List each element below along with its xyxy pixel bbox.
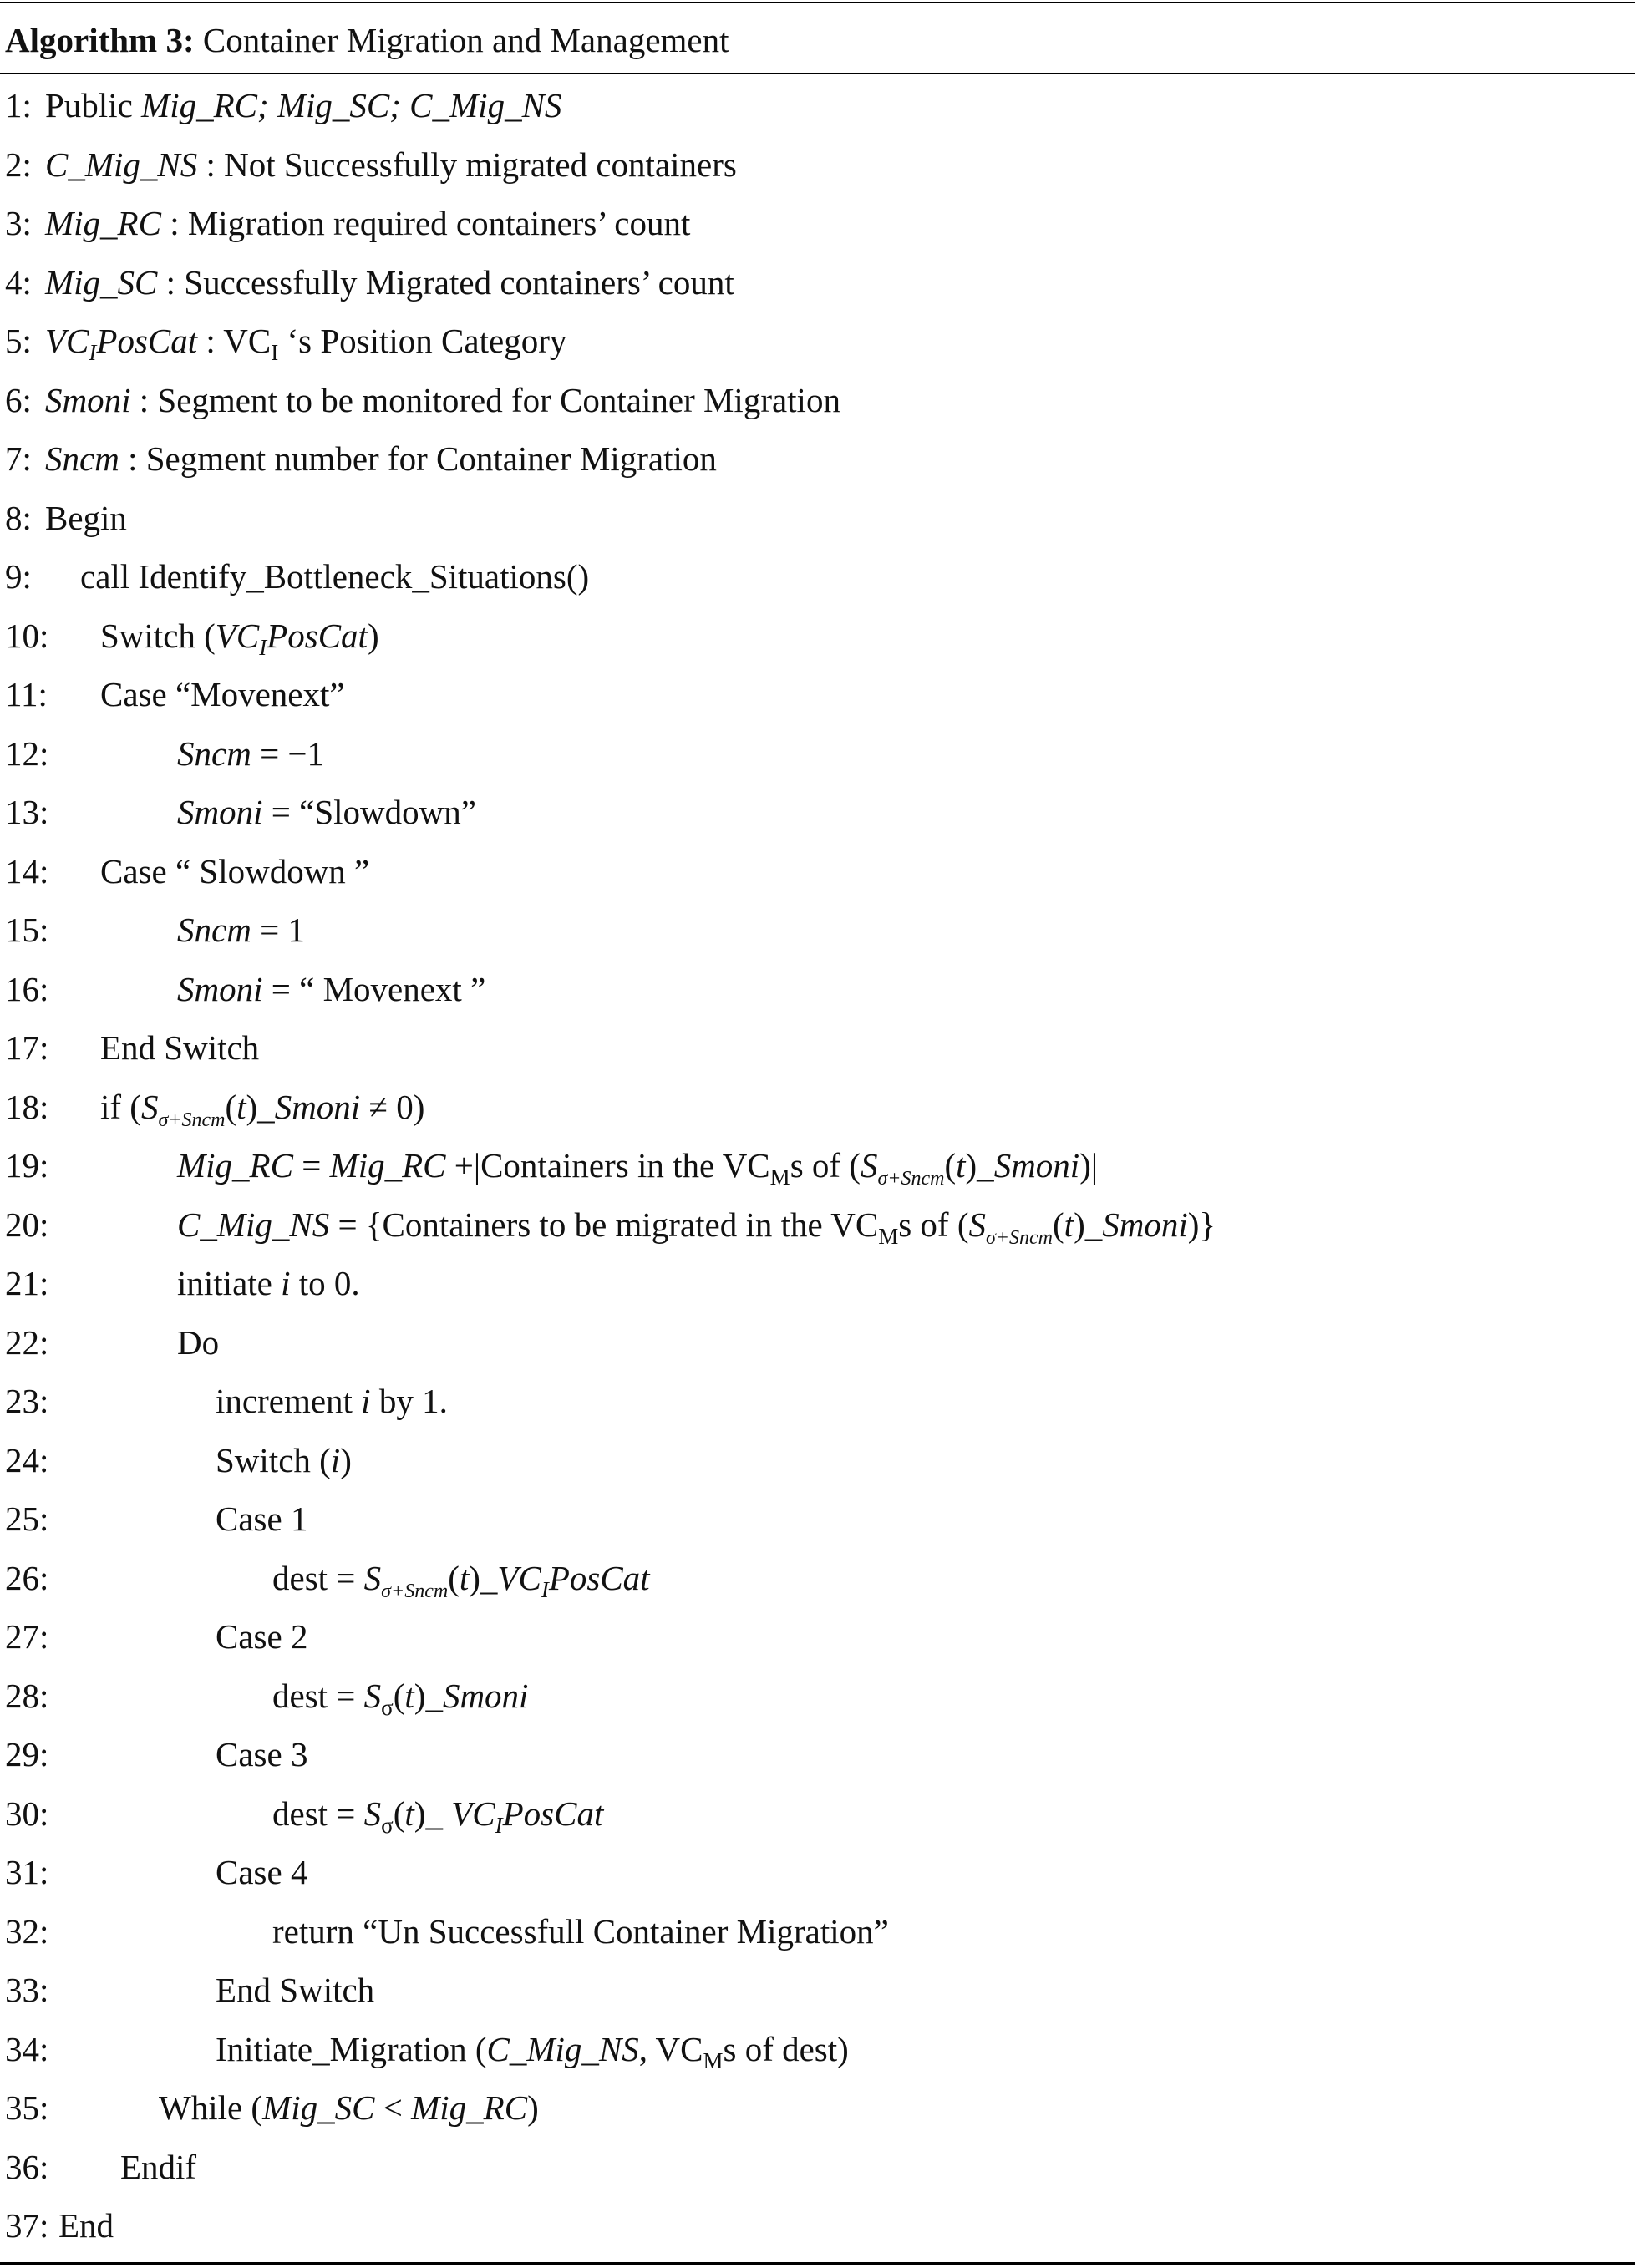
subscript-text: I [89, 340, 97, 365]
code-text: dest = [272, 1558, 364, 1597]
code-text: t [404, 1676, 414, 1715]
code-text: ( [448, 1558, 460, 1597]
algorithm-line [5, 1910, 889, 1960]
line-code [216, 1379, 448, 1423]
line-number: 10: [5, 616, 49, 655]
code-text: i [281, 1264, 291, 1302]
algorithm-line [5, 437, 717, 487]
algorithm-line [5, 908, 305, 958]
algorithm-line [5, 378, 840, 429]
line-number: 13: [5, 793, 49, 831]
code-text: , VC [638, 2029, 703, 2068]
code-text: by 1. [370, 1382, 448, 1420]
line-number: 3: [5, 204, 32, 242]
code-text: Smoni [274, 1087, 361, 1126]
line-code [100, 1026, 259, 1069]
algorithm-line [5, 496, 127, 546]
subscript-text: σ [381, 1812, 394, 1838]
line-number: 29: [5, 1735, 49, 1773]
line-number: 28: [5, 1676, 49, 1715]
line-code [58, 2204, 114, 2247]
code-text: = “ Movenext ” [262, 969, 486, 1008]
line-number: 32: [5, 1911, 49, 1951]
code-text: Smoni [1102, 1205, 1188, 1244]
code-text: End [58, 2206, 114, 2245]
code-text: : VC [197, 322, 272, 360]
line-number: 4: [5, 262, 32, 302]
code-text: = 1 [251, 911, 305, 949]
line-code [45, 84, 561, 127]
line-code [272, 1674, 529, 1720]
line-code [45, 143, 737, 186]
code-text: dest = [272, 1676, 364, 1715]
code-text: : Segment to be monitored for Container Migration [130, 380, 840, 419]
algorithm-line [5, 967, 486, 1017]
line-number: 11: [5, 675, 48, 713]
subscript-text: M [703, 2047, 724, 2073]
code-text: Smoni [177, 793, 263, 831]
line-number: 7: [5, 439, 32, 478]
algorithm-line [5, 2145, 197, 2195]
code-text: : Successfully Migrated containers’ count [157, 262, 734, 302]
code-text: S [363, 1794, 382, 1833]
code-text: Smoni [177, 969, 263, 1008]
code-text: s of ( [790, 1146, 861, 1185]
code-text: Smoni [45, 380, 131, 419]
line-code [100, 672, 345, 716]
code-text: Sncm [177, 911, 251, 949]
code-text: While ( [159, 2088, 263, 2127]
line-number: 34: [5, 2029, 49, 2068]
code-text: Mig_SC [262, 2088, 375, 2127]
algorithm-line [5, 84, 562, 134]
code-text: Initiate_Migration ( [216, 2029, 487, 2068]
line-code [177, 967, 485, 1011]
code-text: Mig_SC [45, 262, 158, 302]
line-number: 14: [5, 851, 49, 890]
code-text: C_Mig_NS [177, 1205, 330, 1244]
code-text: S [968, 1205, 986, 1244]
code-text: Case 2 [216, 1617, 308, 1656]
line-number: 25: [5, 1499, 49, 1538]
code-text: )_ [469, 1558, 498, 1597]
line-code [45, 319, 566, 363]
code-text: VC [451, 1794, 495, 1833]
line-code [216, 1497, 307, 1540]
code-text: i [361, 1382, 371, 1420]
code-text: )| [1079, 1146, 1099, 1185]
algorithm-line [5, 1261, 360, 1312]
line-number: 8: [5, 498, 32, 537]
line-code [216, 1968, 374, 2012]
line-number: 26: [5, 1558, 49, 1597]
line-number: 36: [5, 2147, 49, 2186]
code-text: t [459, 1558, 470, 1597]
code-text: = [292, 1146, 330, 1185]
code-text: Case 4 [216, 1853, 308, 1891]
line-code [272, 1556, 650, 1600]
algorithm-title: Container Migration and Management [202, 21, 729, 59]
algorithm-line [5, 1674, 529, 1724]
line-number: 17: [5, 1028, 49, 1067]
code-text: Case “ Slowdown ” [100, 851, 370, 890]
code-text: Mig_RC; Mig_SC; C_Mig_NS [141, 86, 562, 124]
code-text: if ( [100, 1087, 141, 1126]
line-number: 33: [5, 1971, 49, 2009]
line-number: 37: [5, 2206, 49, 2245]
algorithm-line [5, 850, 370, 900]
algorithm-line [5, 2204, 114, 2254]
line-number: 9: [5, 557, 32, 596]
line-number: 24: [5, 1440, 49, 1479]
algorithm-line [5, 732, 325, 782]
code-text: ) [367, 616, 379, 655]
code-text: s of ( [898, 1205, 969, 1244]
code-text: Mig_RC [411, 2088, 528, 2127]
code-text: VC [45, 322, 89, 360]
subscript-text: σ+Sncm [877, 1168, 945, 1190]
algorithm-line [5, 2086, 539, 2136]
code-text: End Switch [100, 1028, 260, 1067]
line-code [216, 1615, 307, 1658]
code-text: initiate [177, 1264, 282, 1302]
line-number: 31: [5, 1853, 49, 1891]
code-text: : Migration required containers’ count [160, 204, 691, 242]
code-text: )} [1187, 1205, 1216, 1244]
code-text: S [860, 1146, 878, 1185]
code-text: t [1064, 1205, 1074, 1244]
subscript-text: I [541, 1576, 549, 1602]
code-text: Public [45, 86, 142, 124]
code-text: : Not Successfully migrated containers [197, 145, 737, 184]
subscript-text: σ+Sncm [985, 1226, 1053, 1249]
code-text: Mig_RC [177, 1146, 293, 1185]
code-text: Do [177, 1322, 220, 1362]
line-code [100, 850, 369, 893]
code-text: Case 1 [216, 1499, 308, 1538]
code-text: S [363, 1558, 382, 1597]
code-text: Begin [45, 498, 127, 537]
code-text: Smoni [993, 1146, 1080, 1185]
line-code [45, 201, 690, 245]
code-text: Mig_RC [329, 1146, 446, 1185]
code-text: Switch ( [100, 616, 216, 655]
line-code [177, 1203, 1216, 1249]
algorithm-line [5, 1792, 604, 1842]
line-number: 30: [5, 1794, 49, 1833]
line-number: 15: [5, 911, 49, 949]
code-text: End Switch [216, 1971, 375, 2009]
code-text: i [330, 1440, 341, 1479]
code-text: ( [393, 1676, 405, 1715]
algorithm-line [5, 319, 567, 369]
code-text: PosCat [502, 1794, 604, 1833]
line-number: 20: [5, 1205, 49, 1244]
algorithm-line [5, 1733, 308, 1783]
subscript-text: M [769, 1164, 790, 1190]
code-text: increment [216, 1382, 362, 1420]
line-code [80, 555, 589, 598]
subscript-text: σ [381, 1694, 394, 1720]
line-number: 35: [5, 2088, 49, 2127]
code-text: VC [497, 1558, 541, 1597]
code-text: )_ [414, 1676, 443, 1715]
code-text: C_Mig_NS [486, 2029, 639, 2068]
bottom-rule [0, 2262, 1635, 2265]
line-number: 22: [5, 1322, 49, 1362]
algorithm-line [5, 2027, 849, 2078]
code-text: to 0. [290, 1264, 360, 1302]
code-text: PosCat [267, 616, 368, 655]
line-code [159, 2086, 539, 2129]
subscript-text: σ+Sncm [381, 1580, 449, 1602]
line-code [216, 1438, 352, 1482]
code-text: return “Un Successfull Container Migration” [272, 1911, 889, 1951]
line-code [177, 1144, 1099, 1190]
code-text: Smoni [442, 1676, 529, 1715]
algorithm-line [5, 1968, 375, 2018]
line-code [120, 2145, 196, 2189]
code-text: )_ [414, 1794, 452, 1833]
code-text: VC [215, 616, 260, 655]
line-code [216, 1850, 307, 1894]
subscript-text: σ+Sncm [158, 1109, 226, 1131]
line-code [177, 790, 476, 834]
algorithm-line [5, 1850, 308, 1900]
line-number: 16: [5, 969, 49, 1008]
code-text: Sncm [45, 439, 119, 478]
code-text: Switch ( [216, 1440, 331, 1479]
top-rule [0, 2, 1635, 3]
algorithm-line [5, 1615, 308, 1665]
code-text: )_ [965, 1146, 994, 1185]
algorithm-line [5, 555, 590, 605]
header-rule [0, 73, 1635, 74]
code-text: +|Containers in the VC [445, 1146, 770, 1185]
code-text: ) [340, 1440, 352, 1479]
code-text: t [956, 1146, 966, 1185]
line-code [177, 1261, 360, 1305]
algorithm-line [5, 1321, 220, 1371]
line-code [100, 1085, 424, 1129]
code-text: : Segment number for Container Migration [119, 439, 717, 478]
code-text: ‘s Position Category [278, 322, 567, 360]
line-number: 27: [5, 1617, 49, 1656]
code-text: = {Containers to be migrated in the VC [329, 1205, 879, 1244]
code-text: Endif [120, 2147, 197, 2186]
code-text: ( [944, 1146, 957, 1185]
line-number: 12: [5, 733, 49, 773]
algorithm-line [5, 143, 737, 193]
code-text: ( [1053, 1205, 1064, 1244]
algorithm-line [5, 1497, 308, 1547]
code-text: )_ [246, 1087, 275, 1126]
algorithm-label: Algorithm 3: [5, 21, 195, 59]
line-code [45, 378, 840, 422]
code-text: = “Slowdown” [262, 793, 476, 831]
algorithm-line [5, 1438, 352, 1489]
code-text: Case “Movenext” [100, 675, 345, 713]
subscript-text: I [259, 634, 267, 660]
code-text: t [236, 1087, 246, 1126]
code-text: < [374, 2088, 412, 2127]
code-text: t [404, 1794, 414, 1833]
line-number: 23: [5, 1382, 49, 1420]
code-text: = −1 [251, 733, 325, 773]
algorithm-line [5, 672, 345, 723]
line-code [177, 1321, 219, 1364]
subscript-text: I [271, 340, 279, 365]
line-code [45, 261, 734, 304]
line-number: 6: [5, 380, 32, 419]
line-number: 1: [5, 86, 32, 124]
code-text: Case 3 [216, 1735, 308, 1773]
line-code [272, 1910, 889, 1953]
line-number: 5: [5, 322, 32, 360]
line-code [45, 496, 127, 540]
algorithm-line [5, 1379, 448, 1429]
code-text: s of dest) [723, 2029, 849, 2068]
code-text: call Identify_Bottleneck_Situations() [80, 557, 590, 596]
line-code [100, 614, 379, 660]
code-text: ( [393, 1794, 405, 1833]
algorithm-line [5, 261, 734, 311]
line-number: 2: [5, 145, 32, 184]
algorithm-line [5, 1026, 260, 1076]
line-number: 21: [5, 1264, 49, 1302]
code-text: ≠ 0) [360, 1087, 425, 1126]
line-code [216, 1733, 307, 1776]
line-number: 19: [5, 1146, 49, 1185]
algorithm-caption [5, 18, 729, 62]
code-text: C_Mig_NS [45, 145, 198, 184]
code-text: S [363, 1676, 382, 1715]
code-text: PosCat [96, 322, 198, 360]
code-text: dest = [272, 1794, 364, 1833]
code-text: ) [527, 2088, 539, 2127]
code-text: Mig_RC [45, 204, 161, 242]
code-text: )_ [1074, 1205, 1103, 1244]
subscript-text: M [878, 1223, 899, 1249]
line-code [272, 1792, 604, 1838]
code-text: ( [225, 1087, 237, 1126]
subscript-text: I [495, 1812, 503, 1838]
line-code [216, 2027, 849, 2071]
code-text: S [140, 1087, 159, 1126]
line-code [177, 908, 305, 951]
algorithm-line [5, 201, 691, 251]
line-code [177, 732, 324, 775]
code-text: Sncm [177, 733, 251, 773]
line-code [45, 437, 717, 480]
algorithm-line [5, 614, 379, 664]
code-text: PosCat [548, 1558, 650, 1597]
algorithm-line [5, 790, 476, 840]
line-number: 18: [5, 1087, 49, 1126]
